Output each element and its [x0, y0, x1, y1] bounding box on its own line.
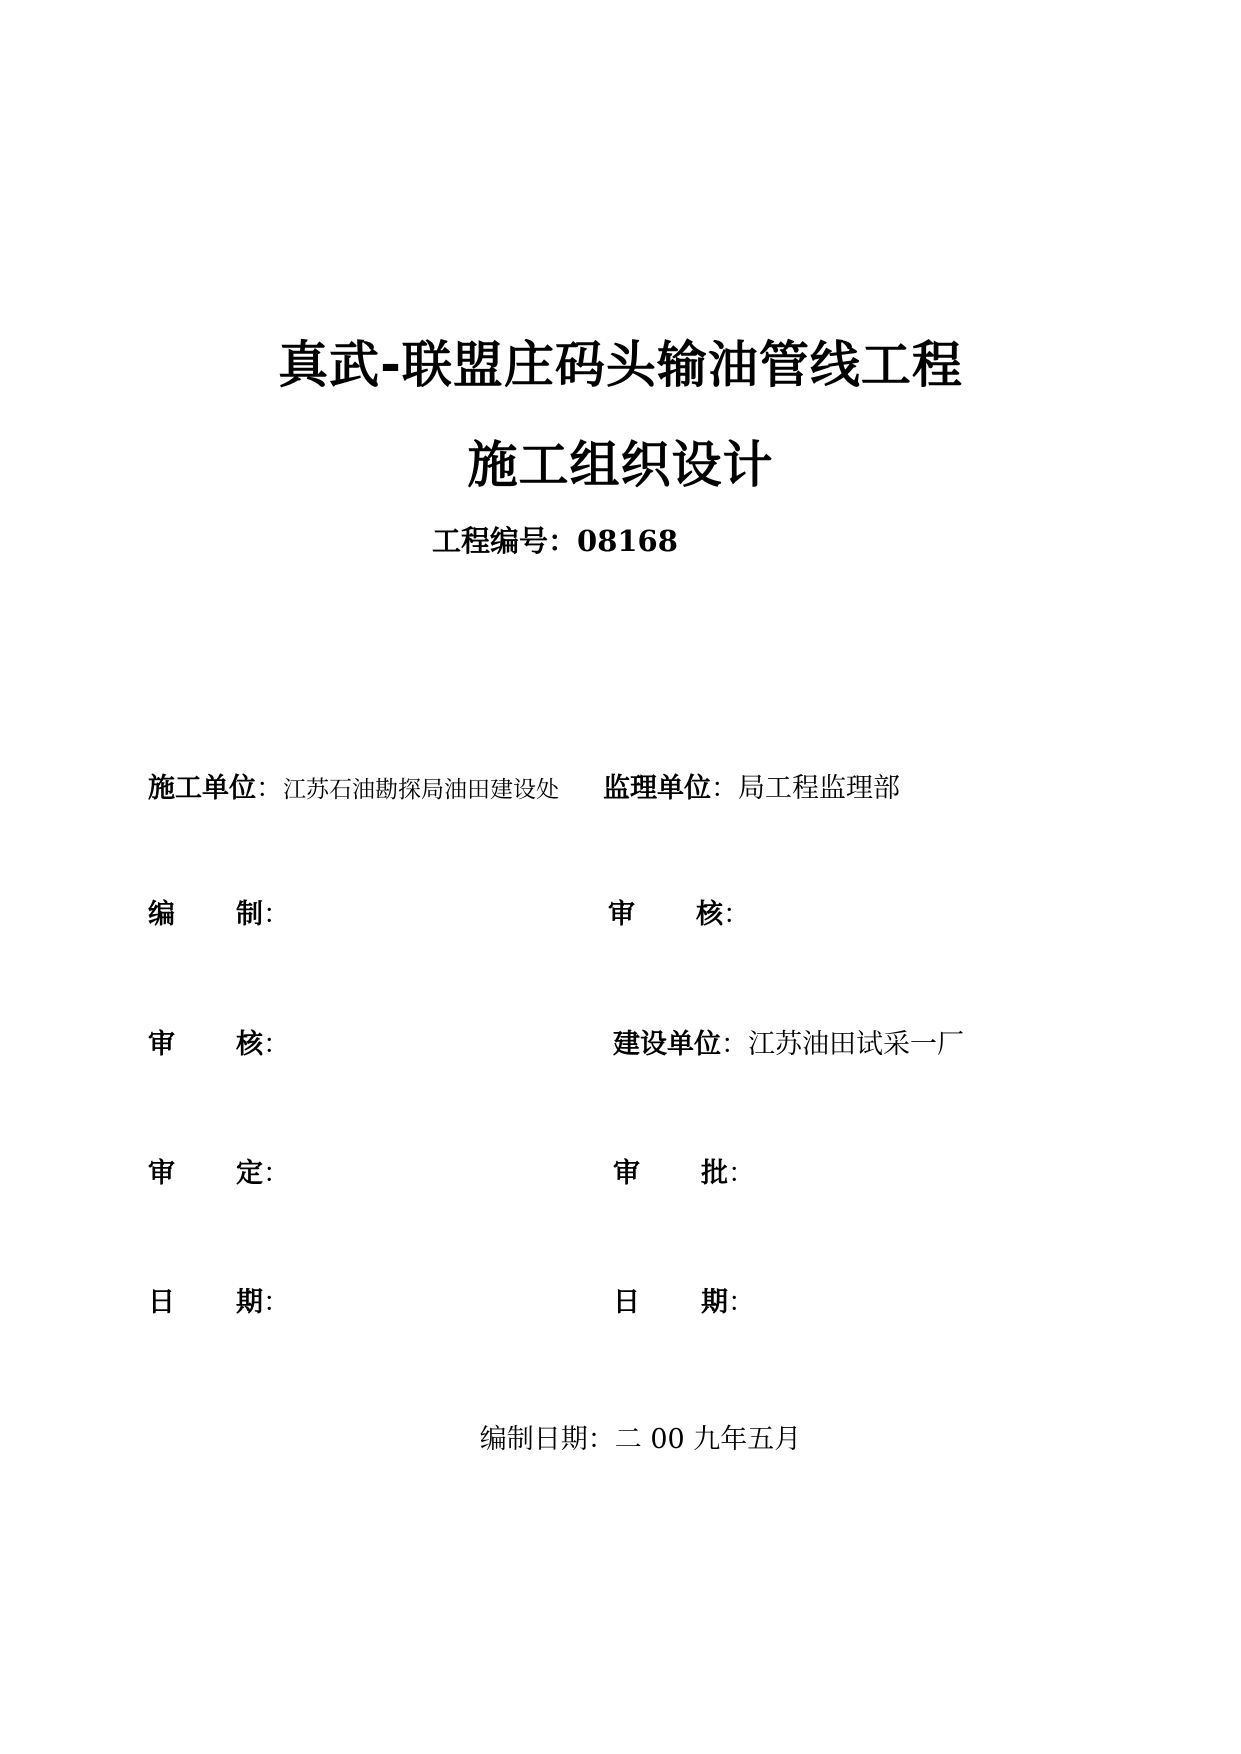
review-field-right [608, 901, 750, 928]
date-left-char-1: 日 [148, 1287, 175, 1318]
approve-left-char-2: 定 [236, 1158, 263, 1189]
project-number-value: 08168 [577, 524, 678, 558]
compile-date-value: 二 00 九年五月 [614, 1424, 802, 1455]
approve-left-sep: ： [263, 1158, 290, 1189]
document-title-line-2: 施工组织设计 [467, 436, 774, 494]
construction-unit-value: 江苏石油勘探局油田建设处 [283, 777, 559, 803]
document-title-line-1: 真武-联盟庄码头输油管线工程 [278, 336, 963, 394]
review-right-char-1: 审 [608, 899, 635, 930]
supervision-unit-label: 监理单位 [603, 773, 711, 804]
date-left-char-2: 期 [236, 1287, 263, 1318]
date-right-char-2: 期 [701, 1287, 728, 1318]
compile-field [148, 901, 290, 928]
approve-right-sep: ： [728, 1158, 755, 1189]
date-field-left [148, 1289, 290, 1316]
owner-unit-sep: ： [721, 1029, 748, 1060]
approve-field-left [148, 1160, 290, 1187]
supervision-unit-sep: ： [711, 773, 738, 804]
review-right-sep: ： [723, 899, 750, 930]
date-field-right [613, 1289, 755, 1316]
review-field-left [148, 1031, 290, 1058]
compile-date-label: 编制日期： [479, 1424, 615, 1455]
owner-unit-label: 建设单位 [613, 1029, 721, 1060]
owner-unit-value: 江苏油田试采一厂 [748, 1029, 964, 1060]
owner-unit-field [613, 1031, 964, 1058]
construction-unit-label: 施工单位 [148, 773, 256, 804]
supervision-unit-value: 局工程监理部 [738, 773, 900, 804]
date-left-sep: ： [263, 1287, 290, 1318]
approve-field-right [613, 1160, 755, 1187]
compile-date [0, 1426, 1241, 1453]
review-left-sep: ： [263, 1029, 290, 1060]
compile-sep: ： [263, 899, 290, 930]
approve-right-char-2: 批 [701, 1158, 728, 1189]
construction-unit-sep: ： [256, 773, 283, 804]
approve-left-char-1: 审 [148, 1158, 175, 1189]
review-left-char-2: 核 [236, 1029, 263, 1060]
compile-char-1: 编 [148, 899, 175, 930]
project-number-label: 工程编号： [432, 524, 578, 558]
project-number [432, 524, 678, 558]
date-right-char-1: 日 [613, 1287, 640, 1318]
compile-char-2: 制 [236, 899, 263, 930]
supervision-unit-field [603, 775, 900, 802]
review-left-char-1: 审 [148, 1029, 175, 1060]
review-right-char-2: 核 [696, 899, 723, 930]
approve-right-char-1: 审 [613, 1158, 640, 1189]
construction-unit-field [148, 775, 559, 802]
date-right-sep: ： [728, 1287, 755, 1318]
